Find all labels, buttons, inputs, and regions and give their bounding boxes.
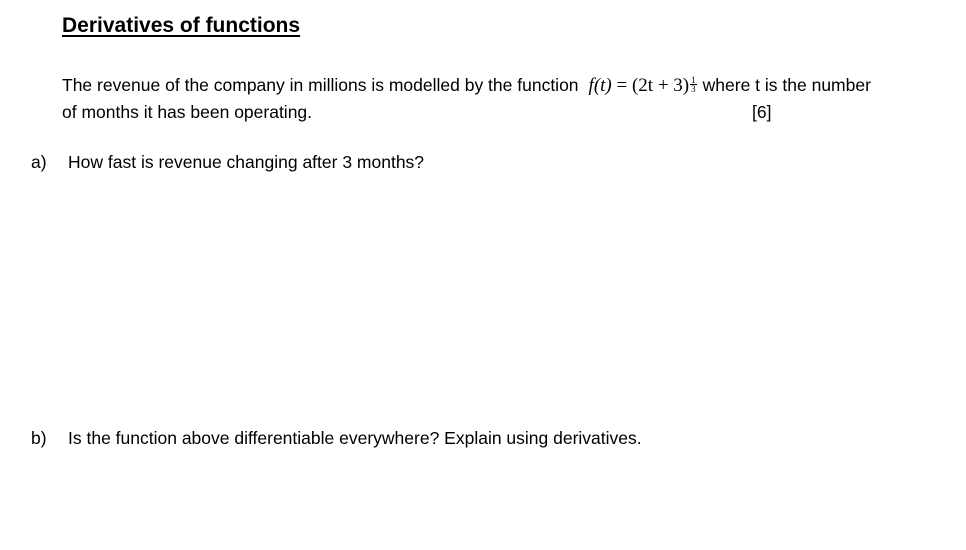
question-a-text: How fast is revenue changing after 3 months? <box>68 152 425 172</box>
intro-line-2: of months it has been operating. <box>62 102 313 122</box>
question-b-label: b) <box>31 428 47 448</box>
question-a-label: a) <box>31 152 47 172</box>
page-title: Derivatives of functions <box>62 14 301 37</box>
exponent-denominator: 3 <box>691 84 696 94</box>
formula-base: (2t + 3) <box>631 75 690 96</box>
exponent-numerator: 1 <box>691 75 696 85</box>
intro-text-after: where t is the number <box>702 75 871 95</box>
formula-exponent <box>690 76 697 93</box>
marks-label: [6] <box>752 102 772 122</box>
formula-equals: = <box>616 75 628 96</box>
formula-lhs: f(t) <box>588 75 612 96</box>
intro-line-1 <box>62 74 871 97</box>
revenue-formula <box>589 75 697 97</box>
intro-text-before: The revenue of the company in millions is modelled by the function <box>62 75 579 95</box>
question-b-text: Is the function above differentiable everywhere? Explain using derivatives. <box>68 428 642 448</box>
